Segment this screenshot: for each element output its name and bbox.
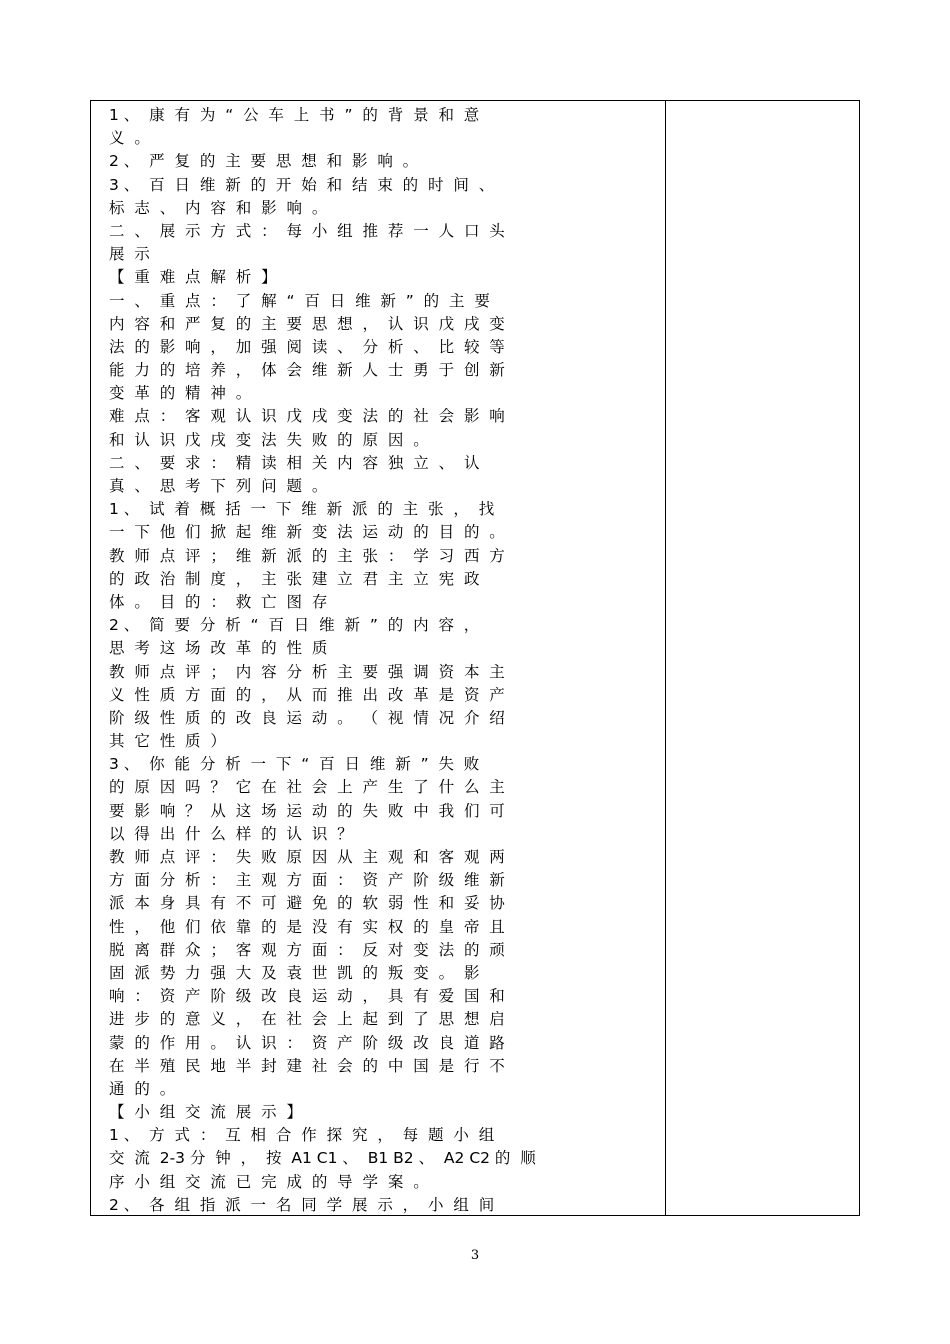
text-line: 交 流 2-3 分 钟 ， 按 A1 C1 、 B1 B2 、 A2 C2 的 顺 (109, 1149, 536, 1168)
text-line: 序 小 组 交 流 已 完 成 的 导 学 案 。 (109, 1172, 429, 1191)
text-line: 教 师 点 评 ： 失 败 原 因 从 主 观 和 客 观 两 (109, 848, 505, 866)
text-line: 二 、 展 示 方 式 ： 每 小 组 推 荐 一 人 口 头 (109, 221, 505, 240)
text-line: 响 ： 资 产 阶 级 改 良 运 动 ， 具 有 爱 国 和 (109, 987, 505, 1006)
content-cell (109, 104, 629, 1217)
text-line: 要 影 响 ？ 从 这 场 运 动 的 失 败 中 我 们 可 (109, 801, 505, 820)
text-line: 二 、 要 求 ： 精 读 相 关 内 容 独 立 、 认 (109, 453, 480, 472)
text-line: 展 示 (109, 245, 150, 264)
text-line: 通 的 。 (109, 1079, 176, 1098)
text-line: 进 步 的 意 义 ， 在 社 会 上 起 到 了 思 想 启 (109, 1010, 505, 1029)
text-line: 真 、 思 考 下 列 问 题 。 (109, 477, 328, 495)
text-line: 一 、 重 点 ： 了 解 “ 百 日 维 新 ” 的 主 要 (109, 291, 490, 310)
text-line: 脱 离 群 众 ； 客 观 方 面 ： 反 对 变 法 的 顽 (109, 940, 505, 959)
text-line: 1 、 康 有 为 “ 公 车 上 书 ” 的 背 景 和 意 (109, 106, 480, 124)
text-line: 3 、 你 能 分 析 一 下 “ 百 日 维 新 ” 失 败 (109, 755, 480, 774)
text-line: 3 、 百 日 维 新 的 开 始 和 结 束 的 时 间 、 (109, 175, 495, 194)
text-line: 方 面 分 析 ： 主 观 方 面 ： 资 产 阶 级 维 新 (109, 871, 505, 890)
text-line: 固 派 势 力 强 大 及 袁 世 凯 的 叛 变 。 影 (109, 963, 480, 982)
text-line: 【 重 难 点 解 析 】 (109, 268, 277, 287)
text-line: 1 、 方 式 ： 互 相 合 作 探 究 ， 每 题 小 组 (109, 1126, 495, 1145)
text-line: 教 师 点 评 ； 维 新 派 的 主 张 ： 学 习 西 方 (109, 546, 505, 565)
notes-cell (666, 101, 859, 1215)
text-line: 以 得 出 什 么 样 的 认 识 ？ (109, 824, 353, 843)
text-line: 的 政 治 制 度 ， 主 张 建 立 君 主 立 宪 政 (109, 569, 480, 588)
text-line: 派 本 身 具 有 不 可 避 免 的 软 弱 性 和 妥 协 (109, 894, 505, 913)
text-line: 在 半 殖 民 地 半 封 建 社 会 的 中 国 是 行 不 (109, 1056, 505, 1075)
text-line: 和 认 识 戊 戌 变 法 失 败 的 原 因 。 (109, 430, 429, 449)
text-line: 体 。 目 的 ： 救 亡 图 存 (109, 592, 328, 611)
text-line: 能 力 的 培 养 ， 体 会 维 新 人 士 勇 于 创 新 (109, 361, 505, 380)
page-number: 3 (470, 1248, 480, 1263)
text-line: 蒙 的 作 用 。 认 识 ： 资 产 阶 级 改 良 道 路 (109, 1033, 505, 1052)
text-line: 法 的 影 响 ， 加 强 阅 读 、 分 析 、 比 较 等 (109, 337, 505, 356)
text-line: 变 革 的 精 神 。 (109, 384, 252, 403)
text-line: 标 志 、 内 容 和 影 响 。 (109, 198, 328, 217)
text-line: 的 原 因 吗 ？ 它 在 社 会 上 产 生 了 什 么 主 (109, 778, 505, 797)
text-line: 2 、 严 复 的 主 要 思 想 和 影 响 。 (109, 152, 419, 171)
text-line: 内 容 和 严 复 的 主 要 思 想 ， 认 识 戊 戌 变 (109, 314, 505, 333)
text-line: 【 小 组 交 流 展 示 】 (109, 1103, 302, 1122)
text-line: 义 性 质 方 面 的 ， 从 而 推 出 改 革 是 资 产 (109, 685, 505, 704)
text-line: 2 、 简 要 分 析 “ 百 日 维 新 ” 的 内 容 ， (109, 616, 480, 635)
text-line: 阶 级 性 质 的 改 良 运 动 。 （ 视 情 况 介 绍 (109, 708, 505, 727)
text-line: 性 ， 他 们 依 靠 的 是 没 有 实 权 的 皇 帝 且 (109, 917, 505, 936)
text-line: 义 。 (109, 129, 150, 148)
text-line: 2 、 各 组 指 派 一 名 同 学 展 示 ， 小 组 间 (109, 1195, 495, 1214)
text-line: 难 点 ： 客 观 认 识 戊 戌 变 法 的 社 会 影 响 (109, 407, 505, 426)
text-line: 教 师 点 评 ； 内 容 分 析 主 要 强 调 资 本 主 (109, 662, 505, 681)
text-line: 其 它 性 质 ） (109, 732, 226, 751)
text-line: 思 考 这 场 改 革 的 性 质 (109, 639, 328, 658)
text-line: 1 、 试 着 概 括 一 下 维 新 派 的 主 张 ， 找 (109, 500, 495, 519)
text-line: 一 下 他 们 掀 起 维 新 变 法 运 动 的 目 的 。 (109, 523, 505, 542)
lesson-plan-table (90, 100, 860, 1216)
